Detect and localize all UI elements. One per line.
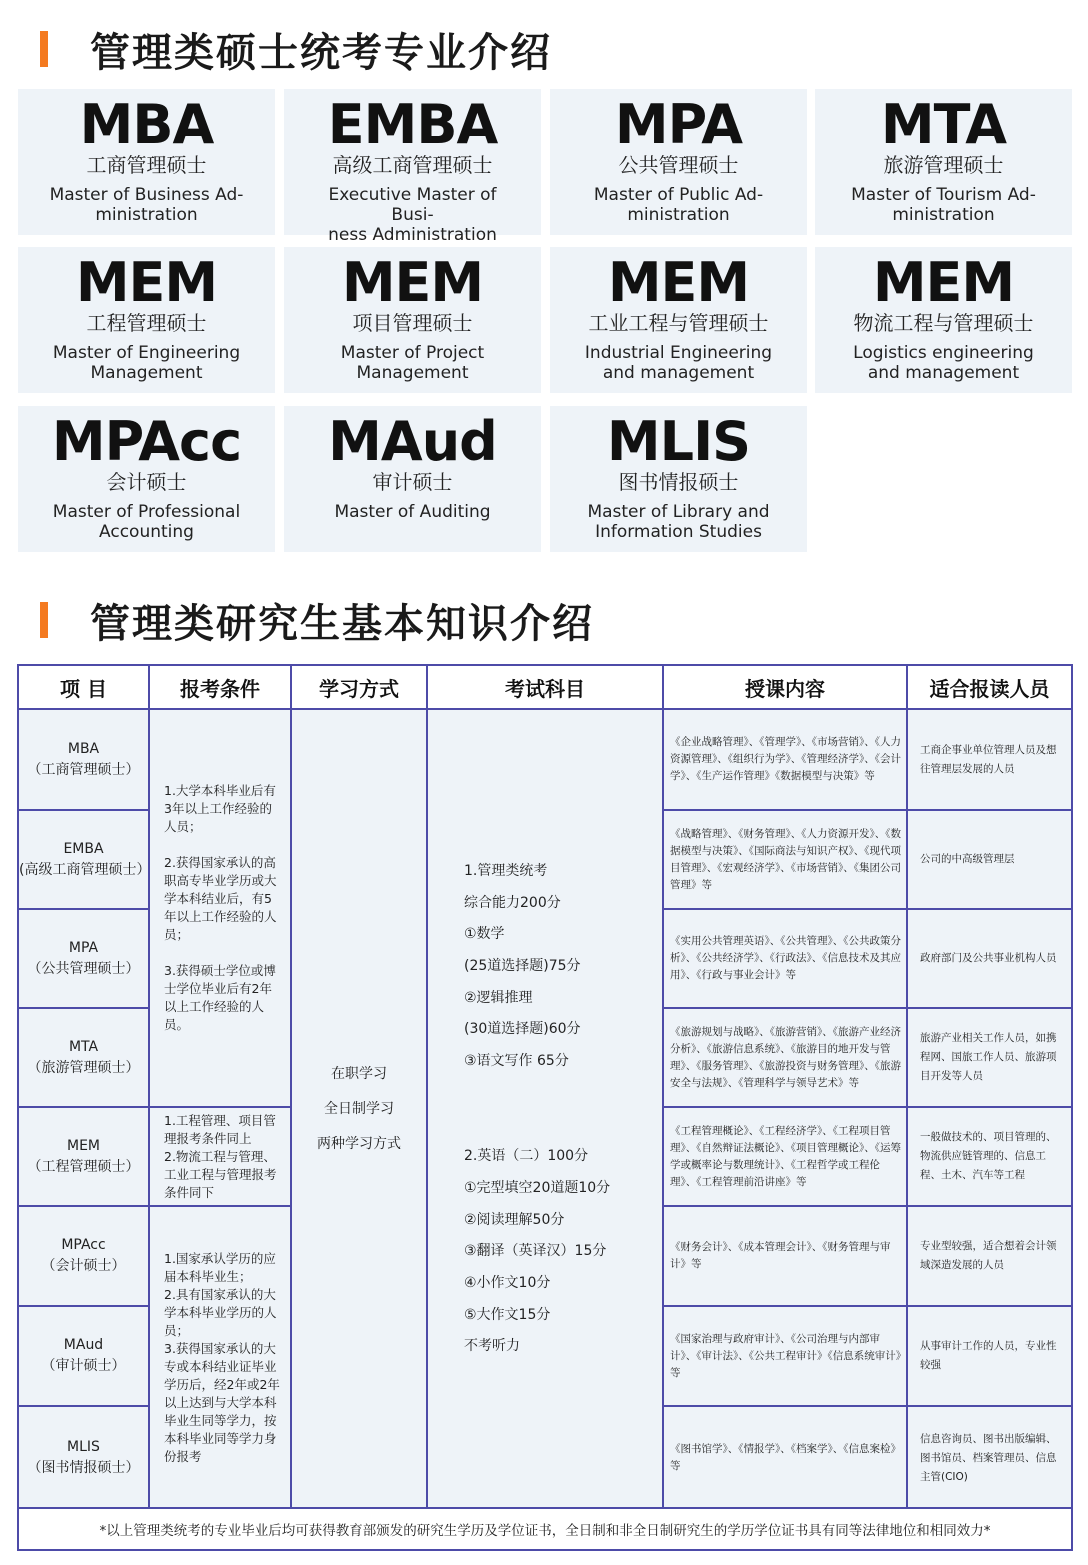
- table-row-suitable: [908, 811, 1071, 910]
- table-row-project: [19, 811, 151, 910]
- table-row-project: [19, 710, 148, 811]
- suitable-text: 专业型较强，适合想着会计领域深造发展的人员: [920, 1240, 1057, 1271]
- table-row-suitable: [908, 710, 1071, 811]
- table-row-suitable: [908, 1009, 1071, 1108]
- suitable-text: 工商企事业单位管理人员及想往管理层发展的人员: [920, 743, 1057, 775]
- project-name: MLIS （图书情报硕士）: [27, 1439, 140, 1476]
- study-mode-cell: [292, 710, 426, 1509]
- table-header-conditions: 报考条件: [150, 666, 290, 710]
- program-en-name: Master of Tourism Ad- ministration: [851, 185, 1036, 225]
- conditions-text: 1.工程管理、项目管理报考条件同上 2.物流工程与管理、工业工程与管理报考条件同下: [164, 1112, 277, 1200]
- conditions-cell-group1: [150, 710, 290, 1108]
- program-en-name: Master of Library and Information Studies: [587, 502, 770, 542]
- program-en-name: Master of Auditing: [334, 502, 491, 522]
- project-name: MPA （公共管理硕士）: [27, 939, 140, 977]
- program-abbr: MAud: [328, 410, 497, 473]
- table-header-courses: 授课内容: [664, 666, 906, 710]
- info-table: [17, 664, 1073, 1551]
- program-en-name: Master of Business Ad- ministration: [49, 185, 244, 225]
- table-row-project: [19, 1407, 148, 1509]
- program-abbr: MPAcc: [51, 410, 242, 473]
- project-name: MPAcc （会计硕士）: [41, 1237, 126, 1274]
- program-abbr: MBA: [79, 93, 214, 156]
- program-cn-name: 会计硕士: [106, 470, 187, 494]
- table-row-suitable: [908, 1108, 1071, 1207]
- table-footnote: *以上管理类统考的专业毕业后均可获得教育部颁发的研究生学历及学位证书，全日制和非全日制研究生的学历学位证书具有同等法律地位和相同效力*: [19, 1507, 1071, 1549]
- project-name: MEM （工程管理硕士）: [27, 1137, 140, 1175]
- exam-text: 1.管理类统考 综合能力200分 ①数学 (25道选择题)75分 ②逻辑推理 (30道选择题)60分 ③语文写作 65分 2.英语（二）100分 ①完型填空20道题10分 ②阅读理解50分 ③翻译（英译汉）15分 ④小作文10分 ⑤大作文15分 不考听力: [464, 862, 611, 1355]
- section-title-text: 管理类硕士统考专业介绍: [90, 29, 552, 76]
- conditions-cell-group3: [150, 1207, 290, 1509]
- program-cn-name: 项目管理硕士: [352, 311, 473, 335]
- conditions-text: 1.大学本科毕业后有3年以上工作经验的人员； 2.获得国家承认的高职高专毕业学历或大学本科结业后，有5年以上工作经验的人员； 3.获得硕士学位或博士学位毕业后有2年以上工作经验的人员。: [164, 783, 277, 1032]
- program-cn-name: 物流工程与管理硕士: [853, 311, 1034, 335]
- program-en-name: Master of Project Management: [340, 343, 485, 383]
- course-text: 《图书馆学》、《情报学》、《档案学》、《信息案检》等: [670, 1443, 901, 1472]
- conditions-text: 1.国家承认学历的应届本科毕业生； 2.具有国家承认的大学本科毕业学历的人员； 3.获得国家承认的大专或本科结业证毕业学历后，经2年或2年以上达到与大学本科毕业生同等学力，按本科毕业同等学力身份报考: [164, 1251, 280, 1464]
- program-cn-name: 旅游管理硕士: [883, 153, 1004, 177]
- section-title-text: 管理类研究生基本知识介绍: [90, 600, 594, 647]
- program-card-mem-industrial: [550, 247, 807, 393]
- table-row-course: [664, 1307, 906, 1407]
- program-en-name: Master of Public Ad- ministration: [593, 185, 764, 225]
- program-card-mem-project: [284, 247, 541, 393]
- course-text: 《实用公共管理英语》、《公共管理》、《公共政策分析》、《公共经济学》、《行政法》、《信息技术及其应用》、《行政与事业会计》等: [670, 935, 901, 981]
- program-card-mlis: [550, 406, 807, 552]
- project-name: MAud （审计硕士）: [41, 1337, 126, 1374]
- suitable-text: 一般做技术的、项目管理的、物流供应链管理的、信息工程、土木、汽车等工程: [920, 1131, 1057, 1181]
- table-row-suitable: [908, 1307, 1071, 1407]
- program-en-name: Master of Engineering Management: [52, 343, 241, 383]
- program-card-mba: [18, 89, 275, 235]
- program-abbr: MEM: [872, 251, 1015, 314]
- program-en-name: Logistics engineering and management: [853, 343, 1034, 383]
- study-mode-text: 在职学习 全日制学习 两种学习方式: [317, 1066, 401, 1152]
- program-cn-name: 工程管理硕士: [86, 311, 207, 335]
- program-card-mpa: [550, 89, 807, 235]
- program-abbr: MLIS: [606, 410, 751, 473]
- table-row-suitable: [908, 910, 1071, 1009]
- program-card-mem-logistics: [815, 247, 1072, 393]
- program-card-maud: [284, 406, 541, 552]
- course-text: 《财务会计》、《成本管理会计》、《财务管理与审计》等: [670, 1241, 891, 1270]
- title-accent-bar: [40, 602, 48, 638]
- table-row-project: [19, 1307, 148, 1407]
- program-card-mem-engineering: [18, 247, 275, 393]
- table-header-suitable: 适合报读人员: [908, 666, 1071, 710]
- suitable-text: 政府部门及公共事业机构人员: [920, 952, 1057, 964]
- table-row-project: [19, 910, 148, 1009]
- conditions-cell-group2: [150, 1108, 290, 1207]
- table-row-course: [664, 710, 906, 811]
- table-row-course: [664, 811, 906, 910]
- program-en-name: Industrial Engineering and management: [584, 343, 773, 383]
- program-cn-name: 公共管理硕士: [618, 153, 739, 177]
- table-header-study-mode: 学习方式: [292, 666, 426, 710]
- course-text: 《战略管理》、《财务管理》、《人力资源开发》、《数据模型与决策》、《国际商法与知识产权》、《现代项目管理》、《宏观经济学》、《市场营销》、《集团公司管理》等: [670, 827, 901, 891]
- table-row-project: [19, 1207, 148, 1307]
- course-text: 《旅游规划与战略》、《旅游营销》、《旅游产业经济分析》、《旅游信息系统》、《旅游目的地开发与管理》、《服务管理》、《旅游投资与财务管理》、《旅游安全与法规》、《管理科学与领导艺术》等: [670, 1025, 901, 1089]
- table-row-course: [664, 910, 906, 1009]
- project-name: EMBA (高级工商管理硕士）: [19, 840, 151, 878]
- course-text: 《国家治理与政府审计》、《公司治理与内部审计》、《审计法》、《公共工程审计》《信息系统审计》等: [670, 1332, 901, 1379]
- table-header-project: 项 目: [19, 666, 148, 710]
- table-row-course: [664, 1009, 906, 1108]
- suitable-text: 旅游产业相关工作人员，如携程网、国旅工作人员、旅游项目开发等人员: [920, 1032, 1057, 1082]
- program-cn-name: 审计硕士: [372, 470, 453, 494]
- program-card-mta: [815, 89, 1072, 235]
- table-header-exam: 考试科目: [428, 666, 662, 710]
- program-en-name: Master of Professional Accounting: [52, 502, 241, 542]
- exam-cell: [428, 710, 662, 1509]
- program-abbr: MEM: [75, 251, 218, 314]
- table-row-suitable: [908, 1407, 1071, 1509]
- program-abbr: MEM: [607, 251, 750, 314]
- program-card-mpacc: [18, 406, 275, 552]
- section-title-basics: [40, 595, 594, 645]
- program-en-name: Executive Master of Busi- ness Administration: [328, 185, 497, 245]
- project-name: MTA （旅游管理硕士）: [27, 1038, 140, 1076]
- table-row-course: [664, 1108, 906, 1207]
- table-row-suitable: [908, 1207, 1071, 1307]
- suitable-text: 信息咨询员、图书出版编辑、图书馆员、档案管理员、信息主管(CIO): [920, 1432, 1057, 1483]
- program-card-emba: [284, 89, 541, 245]
- table-row-course: [664, 1207, 906, 1307]
- table-row-project: [19, 1009, 148, 1108]
- program-abbr: MEM: [341, 251, 484, 314]
- course-text: 《企业战略管理》、《管理学》、《市场营销》、《人力资源管理》、《组织行为学》、《管理经济学》、《会计学》、《生产运作管理》《数据模型与决策》等: [670, 736, 901, 782]
- program-cn-name: 工业工程与管理硕士: [588, 311, 769, 335]
- title-accent-bar: [40, 31, 48, 67]
- program-cn-name: 高级工商管理硕士: [332, 153, 493, 177]
- section-title-programs: [40, 24, 552, 74]
- course-text: 《工程管理概论》、《工程经济学》、《工程项目管理》、《自然辩证法概论》、《项目管理概论》、《运筹学或概率论与数理统计》、《工程哲学或工程伦理》、《工程管理前沿讲座》等: [670, 1124, 901, 1188]
- program-cn-name: 图书情报硕士: [618, 470, 739, 494]
- suitable-text: 公司的中高级管理层: [920, 853, 1015, 865]
- program-abbr: EMBA: [327, 93, 498, 156]
- table-row-project: [19, 1108, 148, 1207]
- program-cn-name: 工商管理硕士: [86, 153, 207, 177]
- program-abbr: MPA: [614, 93, 743, 156]
- table-row-course: [664, 1407, 906, 1509]
- project-name: MBA （工商管理硕士）: [27, 740, 140, 778]
- program-abbr: MTA: [880, 93, 1007, 156]
- suitable-text: 从事审计工作的人员，专业性较强: [920, 1340, 1057, 1371]
